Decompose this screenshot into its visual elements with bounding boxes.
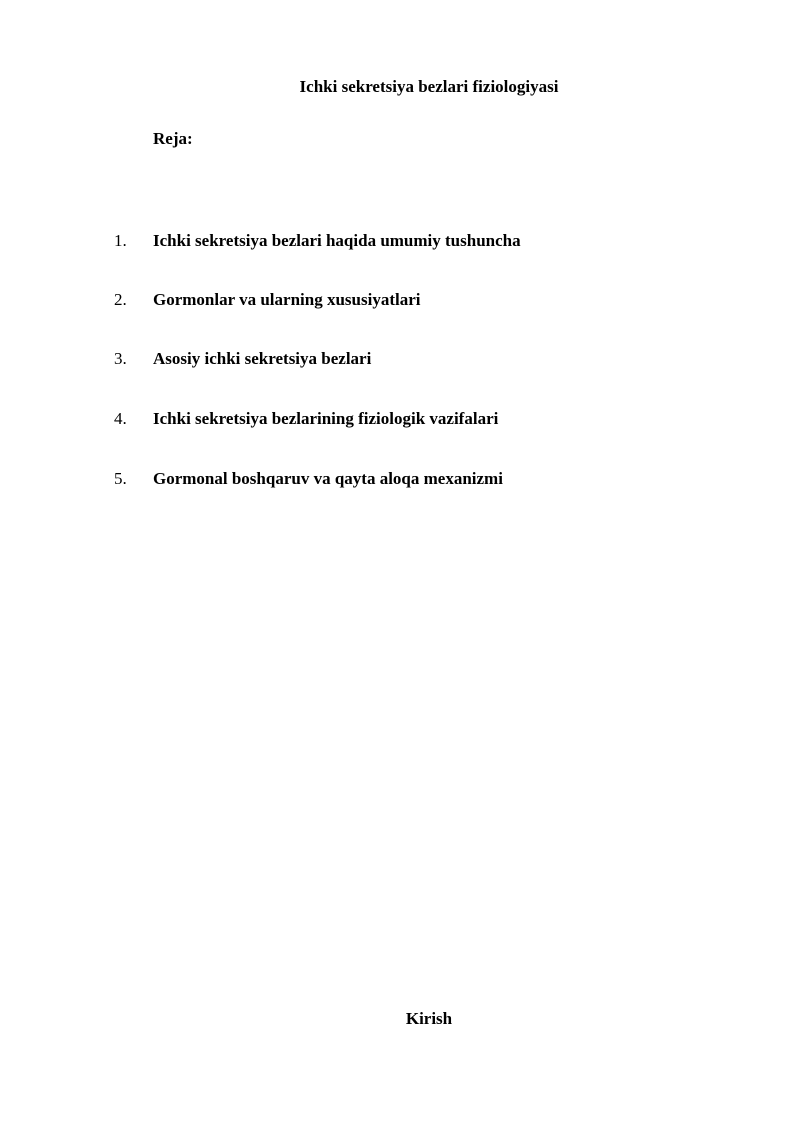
plan-item-text: Gormonal boshqaruv va qayta aloqa mexanizmi: [153, 469, 503, 488]
plan-item-text: Gormonlar va ularning xususiyatlari: [153, 290, 421, 309]
plan-item-number: 4.: [114, 409, 127, 428]
plan-item-text: Ichki sekretsiya bezlarining fiziologik vazifalari: [153, 409, 499, 428]
document-title: Ichki sekretsiya bezlari fiziologiyasi: [299, 77, 559, 96]
plan-item-number: 1.: [114, 231, 127, 250]
plan-item: [0, 289, 700, 311]
plan-item-number: 2.: [114, 290, 127, 309]
plan-item: [0, 468, 700, 490]
plan-item-number: 5.: [114, 469, 127, 488]
plan-item: [0, 230, 700, 252]
plan-item: [0, 348, 700, 370]
section-heading-introduction: Kirish: [405, 1009, 453, 1028]
plan-item-number: 3.: [114, 349, 127, 368]
plan-heading: Reja:: [153, 129, 193, 148]
plan-item-text: Asosiy ichki sekretsiya bezlari: [153, 349, 372, 368]
plan-item: [0, 408, 700, 430]
plan-item-text: Ichki sekretsiya bezlari haqida umumiy tushuncha: [153, 231, 521, 250]
